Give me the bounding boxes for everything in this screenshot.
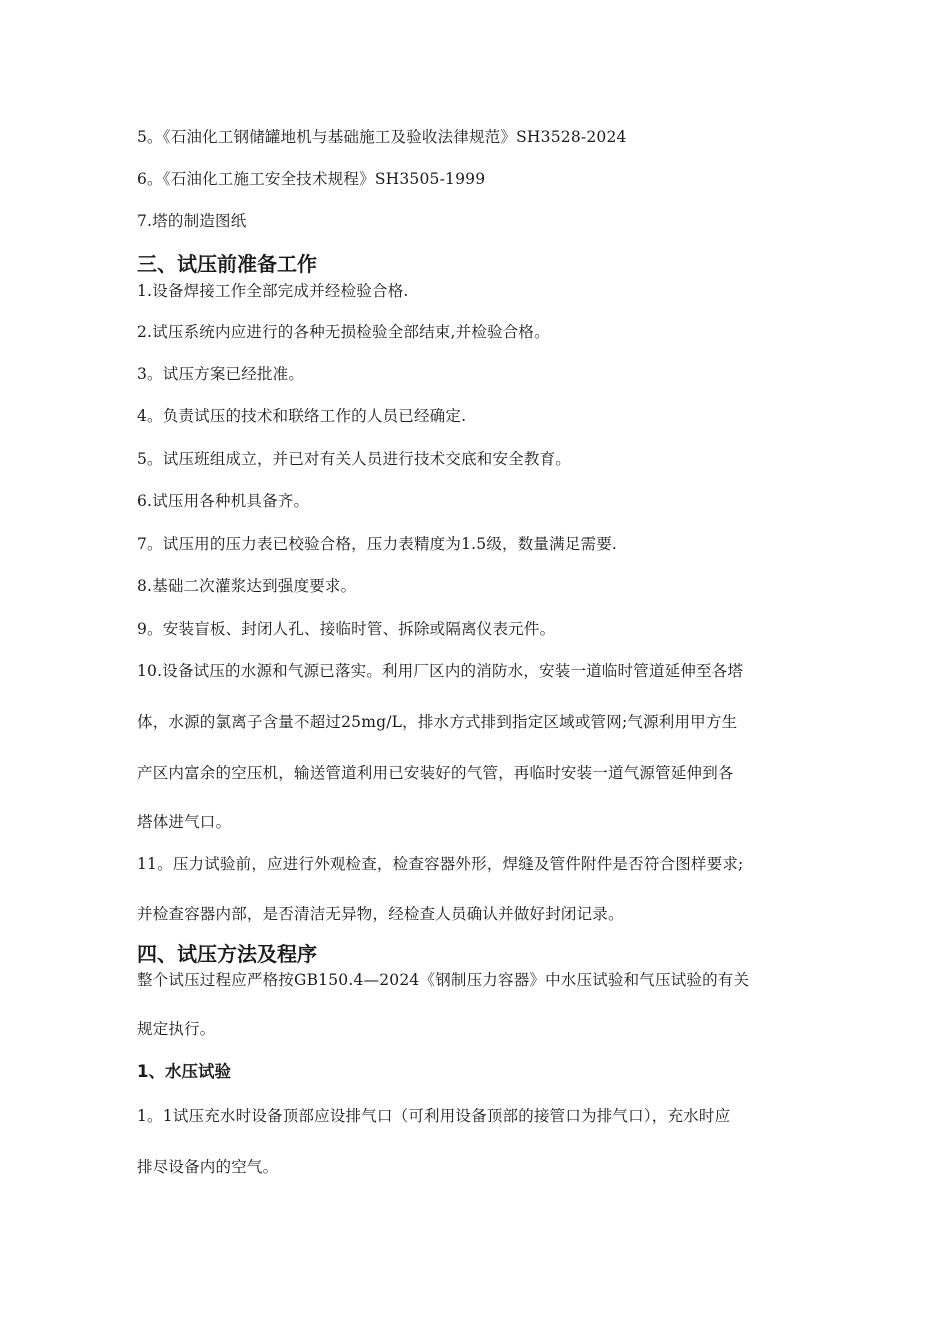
hydro-test-heading: 1、水压试验 [137,1062,231,1081]
prep-item: 3。试压方案已经批准。 [137,365,305,383]
section-4-intro-line: 规定执行。 [137,1020,216,1038]
section-4-intro-line: 整个试压过程应严格按GB150.4—2024《钢制压力容器》中水压试验和气压试验的有关 [137,971,750,989]
prep-item-10-line: 10.设备试压的水源和气源已落实。利用厂区内的消防水，安装一道临时管道延伸至各塔 [137,662,744,680]
reference-item-6: 6。《石油化工施工安全技术规程》SH3505-1999 [137,170,486,188]
section-3-heading: 三、试压前准备工作 [137,252,317,276]
reference-item-5: 5。《石油化工钢储罐地机与基础施工及验收法律规范》SH3528-2024 [137,128,627,146]
prep-item: 7。试压用的压力表已校验合格，压力表精度为1.5级，数量满足需要. [137,535,618,553]
prep-item: 8.基础二次灌浆达到强度要求。 [137,577,357,595]
prep-item: 4。负责试压的技术和联络工作的人员已经确定. [137,407,467,425]
prep-item: 6.试压用各种机具备齐。 [137,492,310,510]
hydro-test-item-line: 1。1试压充水时设备顶部应设排气口（可利用设备顶部的接管口为排气口），充水时应 [137,1107,731,1125]
prep-item: 9。安装盲板、封闭人孔、接临时管、拆除或隔离仪表元件。 [137,620,556,638]
reference-item-7: 7.塔的制造图纸 [137,212,247,230]
prep-item-10-line: 体，水源的氯离子含量不超过25mg/L，排水方式排到指定区域或管网;气源利用甲方生 [137,713,738,731]
section-4-heading: 四、试压方法及程序 [137,942,317,966]
prep-item-11-line: 并检查容器内部，是否清洁无异物，经检查人员确认并做好封闭记录。 [137,905,624,923]
hydro-test-item-line: 排尽设备内的空气。 [137,1158,279,1176]
prep-item-10-line: 塔体进气口。 [137,813,232,831]
prep-item: 2.试压系统内应进行的各种无损检验全部结束,并检验合格。 [137,323,550,341]
prep-item: 5。试压班组成立，并已对有关人员进行技术交底和安全教育。 [137,450,571,468]
prep-item-10-line: 产区内富余的空压机，输送管道利用已安装好的气管，再临时安装一道气源管延伸到各 [137,764,734,782]
prep-item-11-line: 11。压力试验前，应进行外观检查，检查容器外形，焊缝及管件附件是否符合图样要求; [137,855,744,873]
prep-item: 1.设备焊接工作全部完成并经检验合格. [137,282,409,300]
